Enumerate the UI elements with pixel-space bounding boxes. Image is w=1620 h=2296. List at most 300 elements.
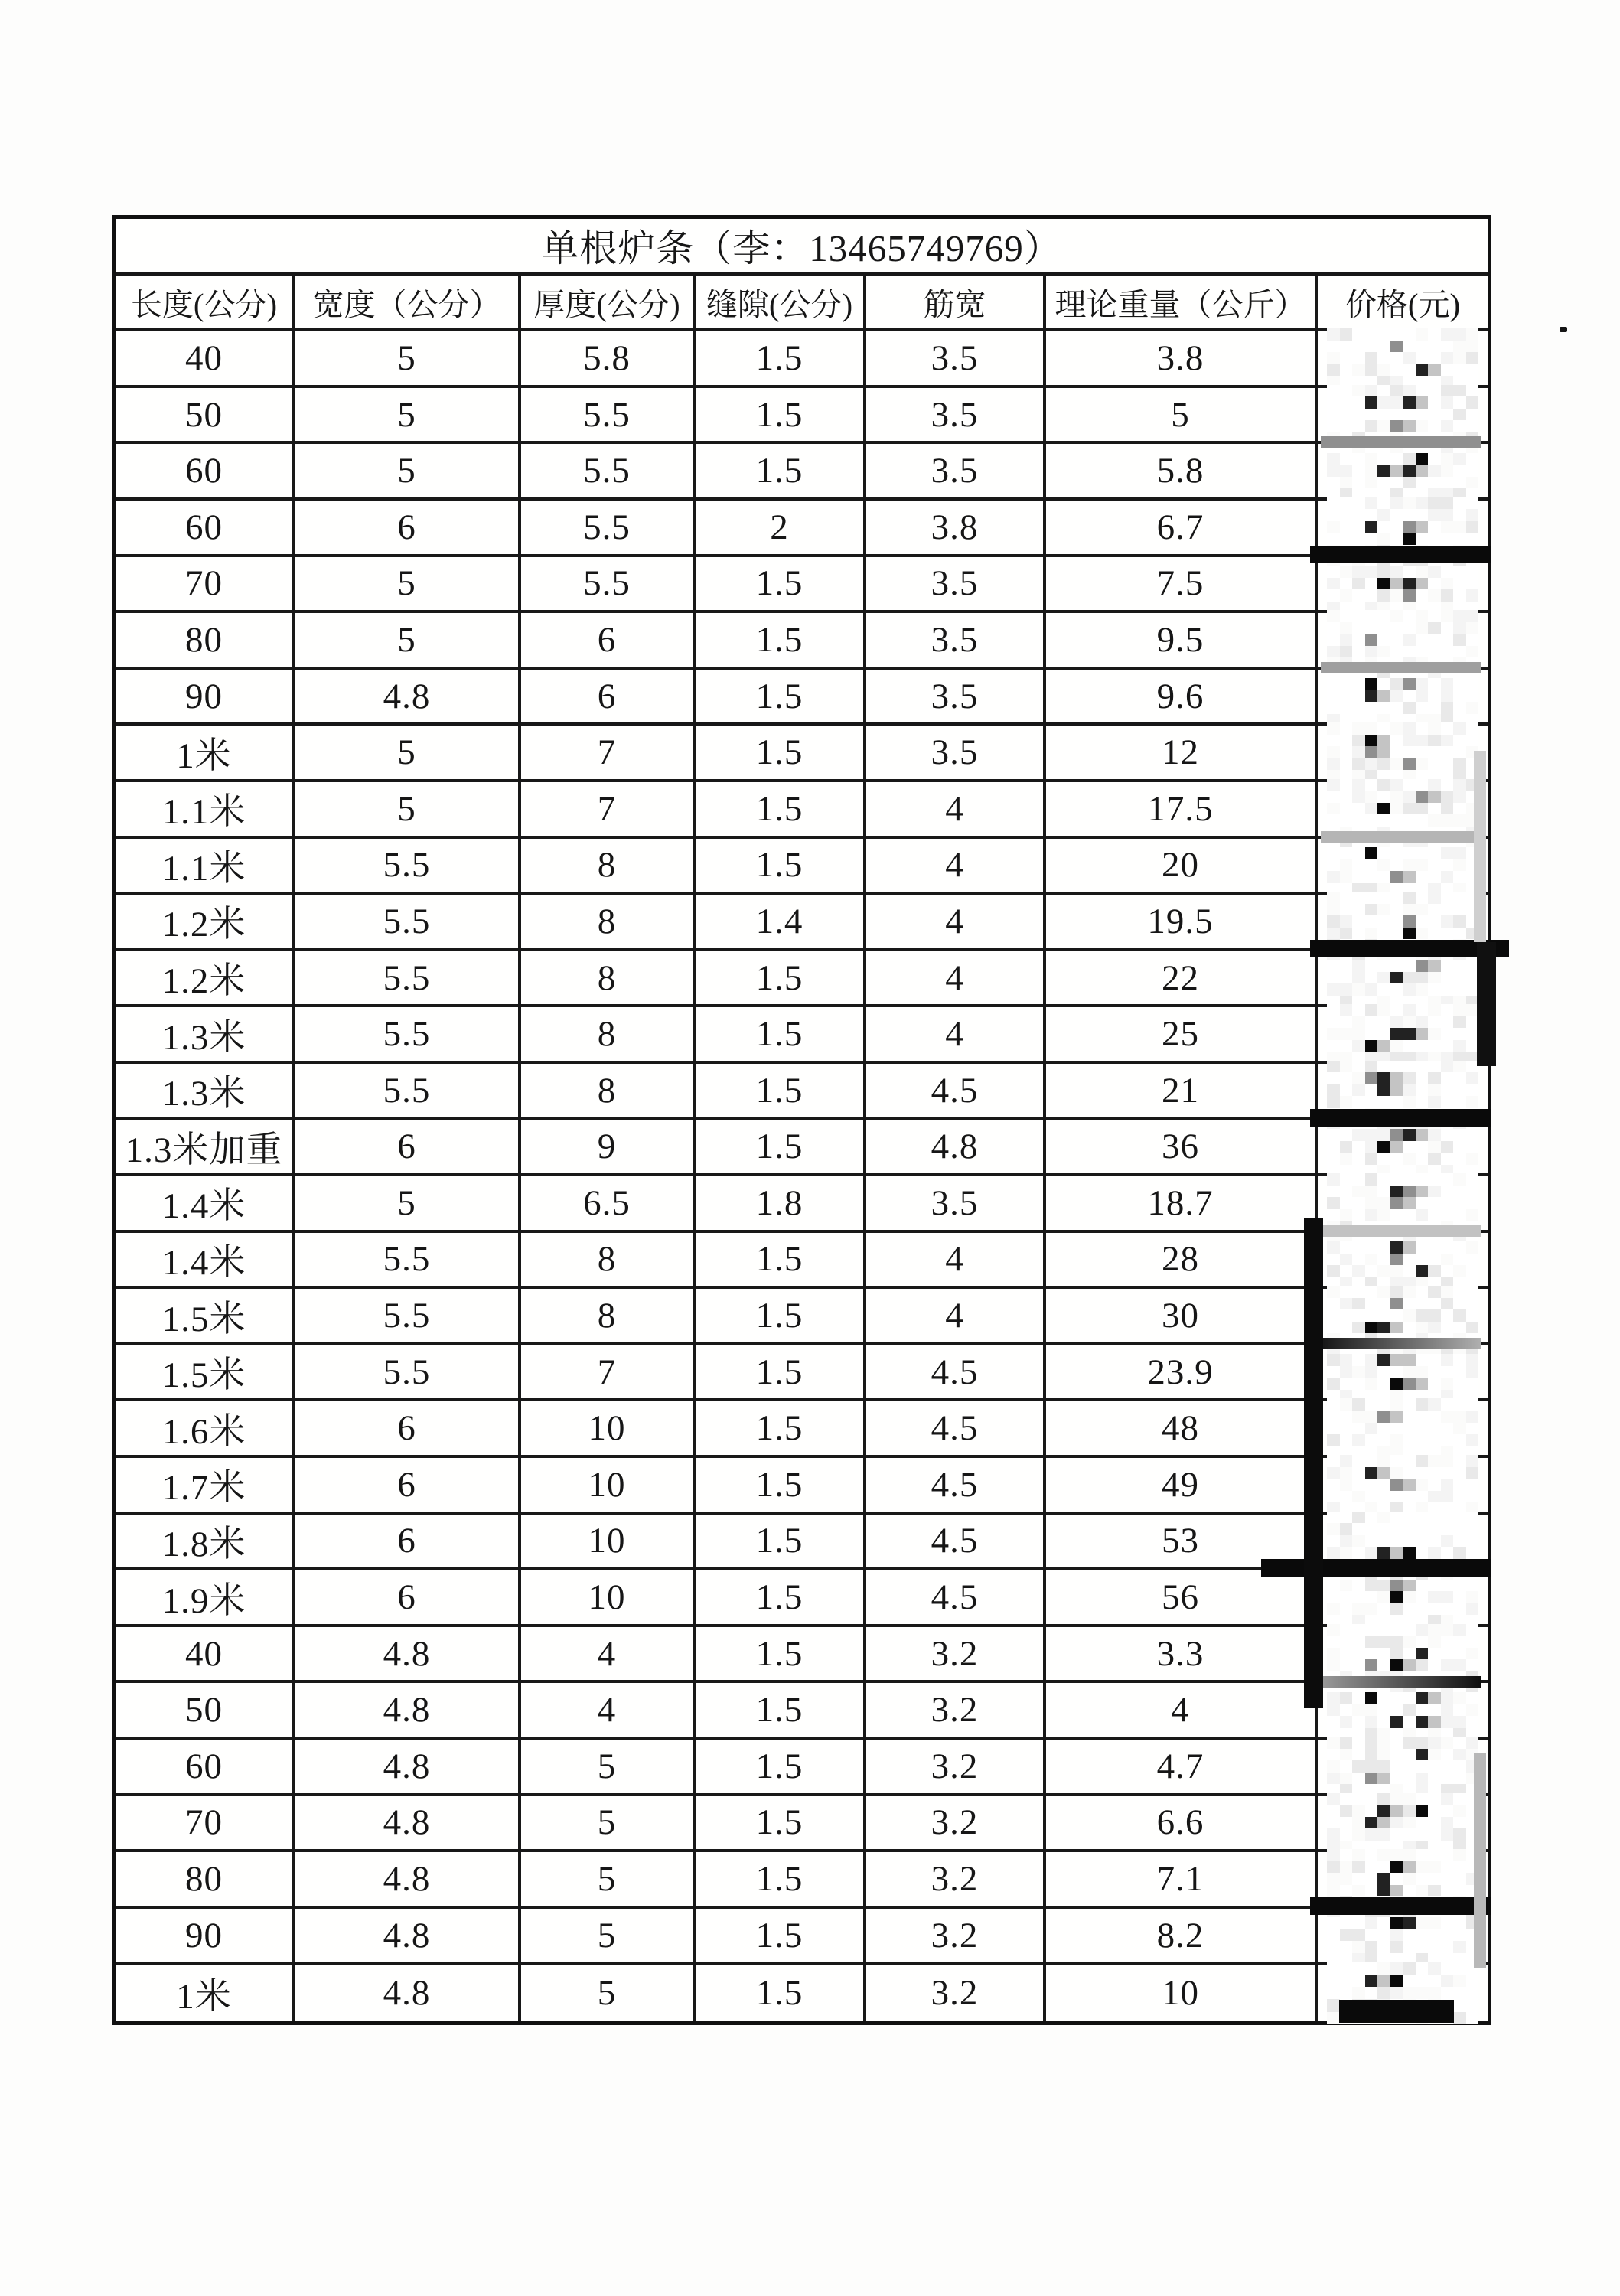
cell-width: 5 bbox=[292, 1176, 518, 1230]
cell-rib-width: 3.2 bbox=[863, 1796, 1043, 1850]
mosaic-block bbox=[1327, 1906, 1340, 1918]
mosaic-block bbox=[1453, 465, 1466, 477]
mosaic-block bbox=[1327, 1828, 1340, 1841]
mosaic-block bbox=[1352, 1084, 1365, 1097]
mosaic-block bbox=[1365, 972, 1378, 984]
mosaic-block bbox=[1327, 453, 1340, 465]
mosaic-block bbox=[1340, 814, 1353, 827]
table-row bbox=[116, 501, 1488, 557]
mosaic-block bbox=[1365, 328, 1378, 341]
mosaic-block bbox=[1327, 1805, 1340, 1817]
mosaic-block bbox=[1403, 735, 1416, 747]
mosaic-block bbox=[1377, 1535, 1390, 1548]
mosaic-block bbox=[1441, 1580, 1454, 1592]
mosaic-block bbox=[1327, 1704, 1340, 1716]
cell-width: 5.5 bbox=[292, 839, 518, 892]
mosaic-block bbox=[1403, 1512, 1416, 1524]
mosaic-block bbox=[1428, 915, 1441, 928]
cell-width: 5 bbox=[292, 613, 518, 667]
mosaic-block bbox=[1352, 441, 1365, 453]
mosaic-block bbox=[1340, 758, 1353, 771]
mosaic-block bbox=[1453, 1354, 1466, 1366]
cell-width: 6 bbox=[292, 1570, 518, 1624]
mosaic-block bbox=[1377, 1512, 1390, 1524]
mosaic-block bbox=[1441, 1861, 1454, 1874]
mosaic-block bbox=[1340, 1861, 1353, 1874]
mosaic-block bbox=[1352, 702, 1365, 714]
mosaic-block bbox=[1403, 1567, 1416, 1580]
mosaic-block bbox=[1441, 1434, 1454, 1446]
mosaic-block bbox=[1416, 465, 1429, 477]
mosaic-block bbox=[1416, 690, 1429, 703]
mosaic-block bbox=[1416, 1999, 1429, 2011]
mosaic-block bbox=[1441, 1423, 1454, 1435]
mosaic-block bbox=[1377, 1987, 1390, 1999]
mosaic-block bbox=[1441, 915, 1454, 928]
cell-gap: 1.5 bbox=[693, 1740, 863, 1793]
cell-thickness: 10 bbox=[518, 1515, 693, 1568]
mosaic-block bbox=[1340, 364, 1353, 377]
mosaic-block bbox=[1416, 1659, 1429, 1671]
table-row bbox=[116, 388, 1488, 445]
mosaic-block bbox=[1403, 1061, 1416, 1073]
mosaic-block bbox=[1416, 904, 1429, 916]
mosaic-block bbox=[1340, 1004, 1353, 1016]
mosaic-block bbox=[1466, 2012, 1479, 2024]
mosaic-block bbox=[1441, 341, 1454, 353]
cell-price-redacted bbox=[1315, 557, 1488, 611]
mosaic-block bbox=[1453, 1737, 1466, 1749]
table-row bbox=[116, 782, 1488, 839]
mosaic-block bbox=[1403, 948, 1416, 960]
cell-rib-width: 3.2 bbox=[863, 1909, 1043, 1962]
mosaic-block bbox=[1453, 1084, 1466, 1097]
mosaic-block bbox=[1441, 847, 1454, 859]
mosaic-block bbox=[1352, 1309, 1365, 1322]
mosaic-block bbox=[1390, 409, 1403, 421]
mosaic-block bbox=[1466, 1591, 1479, 1603]
mosaic-block bbox=[1428, 1941, 1441, 1953]
mosaic-block bbox=[1403, 352, 1416, 364]
mosaic-block bbox=[1441, 646, 1454, 658]
mosaic-block bbox=[1390, 690, 1403, 703]
mosaic-block bbox=[1340, 1096, 1353, 1108]
cell-rib-width: 3.2 bbox=[863, 1852, 1043, 1906]
cell-rib-width: 3.2 bbox=[863, 1965, 1043, 2021]
table-row bbox=[116, 1401, 1488, 1458]
mosaic-block bbox=[1441, 871, 1454, 883]
pixelated-price-mosaic bbox=[1327, 328, 1478, 388]
mosaic-block bbox=[1403, 477, 1416, 489]
mosaic-block bbox=[1428, 1354, 1441, 1366]
mosaic-block bbox=[1453, 328, 1466, 341]
mosaic-block bbox=[1441, 1624, 1454, 1636]
mosaic-block bbox=[1428, 1398, 1441, 1411]
mosaic-block bbox=[1428, 1885, 1441, 1897]
mosaic-block bbox=[1428, 722, 1441, 735]
mosaic-block bbox=[1466, 396, 1479, 409]
mosaic-block bbox=[1428, 1749, 1441, 1761]
mosaic-block bbox=[1441, 364, 1454, 377]
mosaic-block bbox=[1340, 1411, 1353, 1423]
mosaic-block bbox=[1340, 1624, 1353, 1636]
mosaic-block bbox=[1352, 1398, 1365, 1411]
mosaic-block bbox=[1352, 1173, 1365, 1186]
cell-gap: 1.5 bbox=[693, 331, 863, 385]
mosaic-block bbox=[1416, 1197, 1429, 1209]
mosaic-block bbox=[1390, 1680, 1403, 1692]
mosaic-block bbox=[1340, 1749, 1353, 1761]
mosaic-block bbox=[1377, 667, 1390, 679]
cell-gap: 1.5 bbox=[693, 1007, 863, 1061]
mosaic-block bbox=[1441, 1512, 1454, 1524]
mosaic-block bbox=[1377, 1004, 1390, 1016]
mosaic-block bbox=[1352, 589, 1365, 602]
mosaic-block bbox=[1352, 678, 1365, 690]
mosaic-block bbox=[1441, 1680, 1454, 1692]
mosaic-block bbox=[1403, 1286, 1416, 1298]
mosaic-block bbox=[1390, 1153, 1403, 1165]
mosaic-block bbox=[1340, 722, 1353, 735]
mosaic-block bbox=[1403, 1828, 1416, 1841]
mosaic-block bbox=[1377, 972, 1390, 984]
mosaic-block bbox=[1352, 1141, 1365, 1153]
mosaic-block bbox=[1403, 859, 1416, 872]
mosaic-block bbox=[1377, 364, 1390, 377]
mosaic-block bbox=[1352, 1793, 1365, 1805]
cell-gap: 1.4 bbox=[693, 895, 863, 948]
mosaic-block bbox=[1377, 1975, 1390, 1987]
mosaic-block bbox=[1377, 1423, 1390, 1435]
mosaic-block bbox=[1390, 1479, 1403, 1491]
mosaic-block bbox=[1466, 746, 1479, 758]
pixelated-price-mosaic bbox=[1327, 1512, 1478, 1571]
mosaic-block bbox=[1416, 1434, 1429, 1446]
mosaic-block bbox=[1327, 690, 1340, 703]
mosaic-block bbox=[1327, 441, 1340, 453]
mosaic-block bbox=[1466, 509, 1479, 521]
mosaic-block bbox=[1327, 960, 1340, 972]
mosaic-block bbox=[1352, 533, 1365, 546]
cell-weight: 17.5 bbox=[1043, 782, 1315, 836]
mosaic-block bbox=[1365, 1173, 1378, 1186]
mosaic-block bbox=[1403, 814, 1416, 827]
mosaic-block bbox=[1466, 1378, 1479, 1390]
mosaic-block bbox=[1466, 578, 1479, 590]
cell-thickness: 7 bbox=[518, 1345, 693, 1399]
mosaic-block bbox=[1403, 1434, 1416, 1446]
mosaic-block bbox=[1416, 1648, 1429, 1660]
mosaic-block bbox=[1352, 735, 1365, 747]
mosaic-block bbox=[1466, 364, 1479, 377]
cell-width: 6 bbox=[292, 1458, 518, 1512]
mosaic-block bbox=[1441, 1398, 1454, 1411]
mosaic-block bbox=[1377, 892, 1390, 904]
mosaic-block bbox=[1453, 1423, 1466, 1435]
cell-thickness: 6 bbox=[518, 613, 693, 667]
mosaic-block bbox=[1327, 1004, 1340, 1016]
mosaic-block bbox=[1416, 814, 1429, 827]
mosaic-block bbox=[1403, 1354, 1416, 1366]
mosaic-block bbox=[1441, 1197, 1454, 1209]
mosaic-block bbox=[1390, 1197, 1403, 1209]
mosaic-block bbox=[1377, 1861, 1390, 1874]
mosaic-block bbox=[1416, 722, 1429, 735]
mosaic-block bbox=[1327, 1084, 1340, 1097]
mosaic-block bbox=[1453, 1760, 1466, 1773]
cell-price-redacted bbox=[1315, 1233, 1488, 1287]
pixelated-price-mosaic bbox=[1327, 1117, 1478, 1177]
mosaic-block bbox=[1441, 1987, 1454, 1999]
mosaic-block bbox=[1352, 1479, 1365, 1491]
mosaic-block bbox=[1365, 1737, 1378, 1749]
mosaic-block bbox=[1466, 1749, 1479, 1761]
mosaic-block bbox=[1441, 1535, 1454, 1548]
mosaic-block bbox=[1327, 1040, 1340, 1052]
cell-weight: 6.7 bbox=[1043, 501, 1315, 554]
mosaic-block bbox=[1377, 409, 1390, 421]
mosaic-block bbox=[1466, 1197, 1479, 1209]
mosaic-block bbox=[1365, 1648, 1378, 1660]
mosaic-block bbox=[1327, 722, 1340, 735]
column-header-length: 长度(公分) bbox=[130, 286, 278, 322]
mosaic-block bbox=[1377, 566, 1390, 578]
mosaic-block bbox=[1428, 589, 1441, 602]
mosaic-block bbox=[1377, 1828, 1390, 1841]
mosaic-block bbox=[1441, 779, 1454, 791]
mosaic-block bbox=[1390, 1760, 1403, 1773]
mosaic-block bbox=[1428, 646, 1441, 658]
mosaic-block bbox=[1365, 521, 1378, 533]
mosaic-block bbox=[1377, 521, 1390, 533]
mosaic-block bbox=[1466, 1366, 1479, 1378]
mosaic-block bbox=[1453, 1241, 1466, 1254]
mosaic-block bbox=[1441, 702, 1454, 714]
mosaic-block bbox=[1340, 1479, 1353, 1491]
cell-length: 1.1米 bbox=[161, 792, 246, 833]
mosaic-block bbox=[1416, 1535, 1429, 1548]
mosaic-block bbox=[1466, 1716, 1479, 1728]
mosaic-block bbox=[1365, 1760, 1378, 1773]
mosaic-block bbox=[1466, 1648, 1479, 1660]
mosaic-block bbox=[1390, 497, 1403, 510]
mosaic-block bbox=[1365, 690, 1378, 703]
mosaic-block bbox=[1466, 722, 1479, 735]
mosaic-block bbox=[1441, 1096, 1454, 1108]
mosaic-block bbox=[1403, 1197, 1416, 1209]
mosaic-block bbox=[1340, 1636, 1353, 1648]
mosaic-block bbox=[1453, 667, 1466, 679]
mosaic-block bbox=[1365, 1716, 1378, 1728]
mosaic-block bbox=[1327, 972, 1340, 984]
mosaic-block bbox=[1327, 1760, 1340, 1773]
mosaic-block bbox=[1340, 1849, 1353, 1861]
mosaic-block bbox=[1390, 836, 1403, 848]
mosaic-block bbox=[1453, 566, 1466, 578]
cell-weight: 8.2 bbox=[1043, 1909, 1315, 1962]
mosaic-block bbox=[1377, 1354, 1390, 1366]
mosaic-block bbox=[1403, 702, 1416, 714]
mosaic-block bbox=[1352, 453, 1365, 465]
mosaic-block bbox=[1327, 678, 1340, 690]
mosaic-block bbox=[1403, 1975, 1416, 1987]
mosaic-block bbox=[1327, 1873, 1340, 1885]
mosaic-block bbox=[1403, 1186, 1416, 1198]
mosaic-block bbox=[1365, 1366, 1378, 1378]
mosaic-block bbox=[1441, 420, 1454, 432]
mosaic-block bbox=[1377, 385, 1390, 397]
mosaic-block bbox=[1416, 915, 1429, 928]
mosaic-block bbox=[1327, 1197, 1340, 1209]
mosaic-block bbox=[1441, 465, 1454, 477]
cell-width: 5.5 bbox=[292, 1345, 518, 1399]
mosaic-block bbox=[1390, 341, 1403, 353]
mosaic-block bbox=[1340, 1197, 1353, 1209]
mosaic-block bbox=[1466, 972, 1479, 984]
mosaic-block bbox=[1377, 722, 1390, 735]
mosaic-block bbox=[1352, 1028, 1365, 1040]
mosaic-block bbox=[1365, 1917, 1378, 1929]
mosaic-block bbox=[1365, 1941, 1378, 1953]
mosaic-block bbox=[1428, 509, 1441, 521]
mosaic-block bbox=[1340, 554, 1353, 566]
mosaic-block bbox=[1327, 1129, 1340, 1141]
mosaic-block bbox=[1453, 1828, 1466, 1841]
mosaic-block bbox=[1390, 453, 1403, 465]
mosaic-block bbox=[1403, 690, 1416, 703]
mosaic-block bbox=[1365, 554, 1378, 566]
mosaic-block bbox=[1428, 1096, 1441, 1108]
mosaic-block bbox=[1466, 610, 1479, 622]
mosaic-block bbox=[1377, 859, 1390, 872]
mosaic-block bbox=[1352, 758, 1365, 771]
mosaic-block bbox=[1416, 610, 1429, 622]
cell-rib-width: 3.5 bbox=[863, 444, 1043, 497]
mosaic-block bbox=[1340, 1929, 1353, 1942]
mosaic-block bbox=[1403, 1680, 1416, 1692]
mosaic-block bbox=[1377, 1941, 1390, 1953]
mosaic-block bbox=[1428, 1072, 1441, 1084]
mosaic-block bbox=[1352, 1378, 1365, 1390]
mosaic-block bbox=[1441, 1873, 1454, 1885]
mosaic-block bbox=[1466, 1805, 1479, 1817]
mosaic-block bbox=[1416, 341, 1429, 353]
mosaic-block bbox=[1340, 634, 1353, 646]
mosaic-block bbox=[1453, 1230, 1466, 1242]
mosaic-block bbox=[1403, 1411, 1416, 1423]
mosaic-block bbox=[1327, 1975, 1340, 1987]
mosaic-block bbox=[1365, 667, 1378, 679]
mosaic-block bbox=[1453, 622, 1466, 634]
mosaic-block bbox=[1340, 465, 1353, 477]
mosaic-block bbox=[1416, 1580, 1429, 1592]
mosaic-block bbox=[1340, 1398, 1353, 1411]
mosaic-block bbox=[1466, 352, 1479, 364]
mosaic-block bbox=[1352, 904, 1365, 916]
mosaic-block bbox=[1377, 702, 1390, 714]
mosaic-block bbox=[1416, 1173, 1429, 1186]
mosaic-block bbox=[1403, 2012, 1416, 2024]
mosaic-block bbox=[1377, 1434, 1390, 1446]
mosaic-block bbox=[1390, 1817, 1403, 1829]
mosaic-block bbox=[1466, 1398, 1479, 1411]
mosaic-block bbox=[1390, 396, 1403, 409]
mosaic-block bbox=[1352, 892, 1365, 904]
mosaic-block bbox=[1428, 352, 1441, 364]
mosaic-block bbox=[1466, 836, 1479, 848]
mosaic-block bbox=[1428, 1467, 1441, 1479]
table-row bbox=[116, 1965, 1488, 2021]
mosaic-block bbox=[1390, 1230, 1403, 1242]
mosaic-block bbox=[1416, 1241, 1429, 1254]
mosaic-block bbox=[1327, 364, 1340, 377]
mosaic-block bbox=[1403, 758, 1416, 771]
mosaic-block bbox=[1403, 791, 1416, 803]
mosaic-block bbox=[1365, 948, 1378, 960]
mosaic-block bbox=[1327, 1716, 1340, 1728]
mosaic-block bbox=[1340, 385, 1353, 397]
mosaic-block bbox=[1365, 1512, 1378, 1524]
mosaic-block bbox=[1403, 1636, 1416, 1648]
mosaic-block bbox=[1403, 465, 1416, 477]
mosaic-block bbox=[1365, 1793, 1378, 1805]
mosaic-block bbox=[1466, 735, 1479, 747]
mosaic-block bbox=[1441, 678, 1454, 690]
mosaic-block bbox=[1428, 1929, 1441, 1942]
mosaic-block bbox=[1327, 735, 1340, 747]
cell-gap: 1.5 bbox=[693, 1233, 863, 1287]
mosaic-block bbox=[1416, 1378, 1429, 1390]
mosaic-block bbox=[1403, 1209, 1416, 1221]
cell-rib-width: 4.8 bbox=[863, 1120, 1043, 1174]
mosaic-block bbox=[1441, 1692, 1454, 1704]
mosaic-block bbox=[1428, 847, 1441, 859]
mosaic-block bbox=[1390, 1975, 1403, 1987]
table-row bbox=[116, 951, 1488, 1008]
mosaic-block bbox=[1416, 1411, 1429, 1423]
mosaic-block bbox=[1416, 1467, 1429, 1479]
mosaic-block bbox=[1352, 1072, 1365, 1084]
mosaic-block bbox=[1441, 1230, 1454, 1242]
mosaic-block bbox=[1390, 509, 1403, 521]
mosaic-block bbox=[1416, 1096, 1429, 1108]
mosaic-block bbox=[1441, 589, 1454, 602]
mosaic-block bbox=[1340, 1917, 1353, 1929]
pixelated-price-mosaic bbox=[1327, 1173, 1478, 1233]
mosaic-block bbox=[1340, 1028, 1353, 1040]
mosaic-block bbox=[1390, 1773, 1403, 1785]
mosaic-block bbox=[1453, 1254, 1466, 1266]
mosaic-block bbox=[1441, 1298, 1454, 1310]
mosaic-block bbox=[1403, 1906, 1416, 1918]
mosaic-block bbox=[1441, 2012, 1454, 2024]
mosaic-block bbox=[1390, 702, 1403, 714]
mosaic-block bbox=[1403, 915, 1416, 928]
cell-length: 1.3米 bbox=[161, 1017, 246, 1058]
mosaic-block bbox=[1416, 1962, 1429, 1974]
cell-gap: 1.5 bbox=[693, 782, 863, 836]
mosaic-block bbox=[1390, 1828, 1403, 1841]
mosaic-block bbox=[1390, 589, 1403, 602]
mosaic-block bbox=[1403, 1749, 1416, 1761]
mosaic-block bbox=[1441, 352, 1454, 364]
mosaic-block bbox=[1352, 566, 1365, 578]
mosaic-block bbox=[1416, 983, 1429, 996]
mosaic-block bbox=[1390, 758, 1403, 771]
mosaic-block bbox=[1466, 1479, 1479, 1491]
mosaic-block bbox=[1365, 1479, 1378, 1491]
mosaic-block bbox=[1340, 1309, 1353, 1322]
